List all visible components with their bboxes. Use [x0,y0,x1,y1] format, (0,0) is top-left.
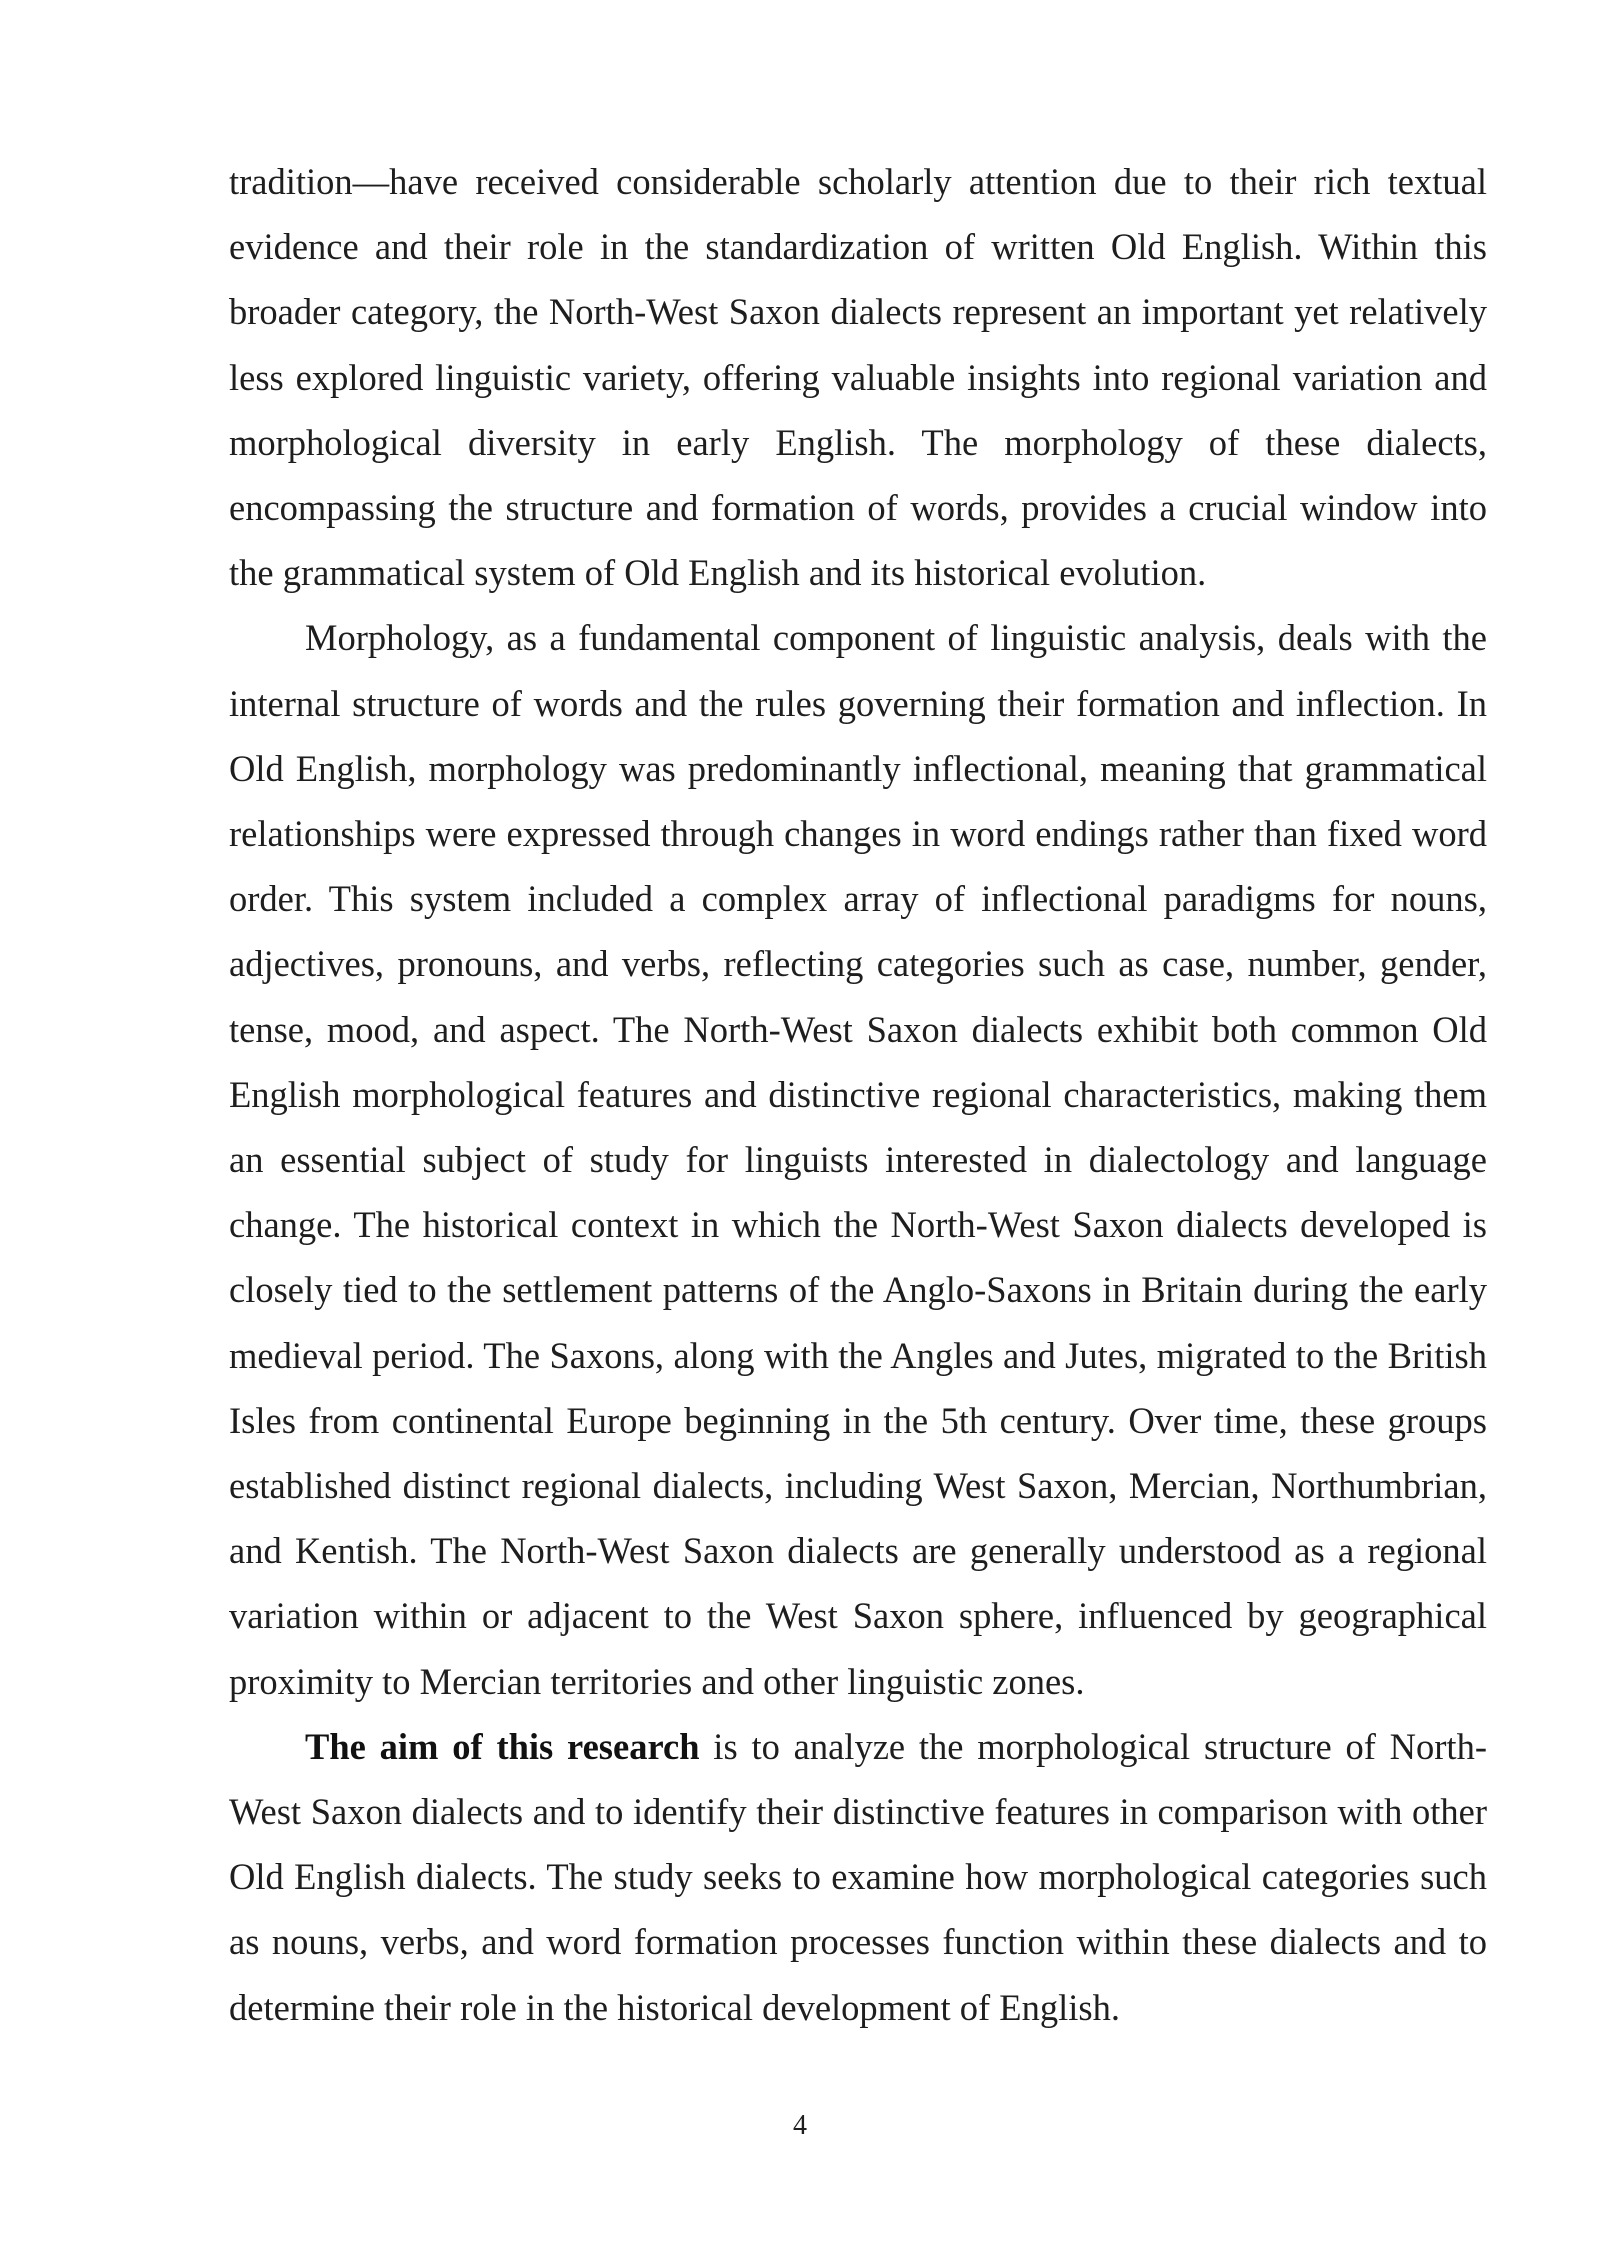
paragraph-text: Morphology, as a fundamental component of linguistic analysis, deals with the internal structure of words and the rules governing their formation and inflection. In Old English, morphology was predominantly inflectional, meaning that grammatical relationships were expressed through changes in word endings rather than fixed word order. This system included a complex array of inflectional paradigms for nouns, adjectives, pronouns, and verbs, reflecting categories such as case, number, gender, tense, mood, and aspect. The North-West Saxon dialects exhibit both common Old English morphological features and distinctive regional characteristics, making them an essential subject of study for linguists interested in dialectology and language change. The historical context in which the North-West Saxon dialects developed is closely tied to the settlement patterns of the Anglo-Saxons in Britain during the early medieval period. The Saxons, along with the Angles and Jutes, migrated to the British Isles from continental Europe beginning in the 5th century. Over time, these groups established distinct regional dialects, including West Saxon, Mercian, Northumbrian, and Kentish. The North-West Saxon dialects are generally understood as a regional variation within or adjacent to the West Saxon sphere, influenced by geographical proximity to Mercian territories and other linguistic zones. [229,617,1487,1702]
paragraph-morphology [229,605,1487,1713]
paragraph-continuation [229,149,1487,605]
body-text [229,149,1487,2040]
paragraph-aim [229,1714,1487,2040]
page-number: 4 [793,2110,807,2141]
paragraph-text: tradition—have received considerable scholarly attention due to their rich textual evidence and their role in the standardization of written Old English. Within this broader category, the North-West Saxon dialects represent an important yet relatively less explored linguistic variety, offering valuable insights into regional variation and morphological diversity in early English. The morphology of these dialects, encompassing the structure and formation of words, provides a crucial window into the grammatical system of Old English and its historical evolution. [229,161,1487,594]
paragraph-text: is to analyze the morphological structure of North-West Saxon dialects and to identify their distinctive features in comparison with other Old English dialects. The study seeks to examine how morphological categories such as nouns, verbs, and word formation processes function within these dialects and to determine their role in the historical development of English. [229,1725,1487,2028]
aim-lead-bold: The aim of this research [305,1725,700,1767]
